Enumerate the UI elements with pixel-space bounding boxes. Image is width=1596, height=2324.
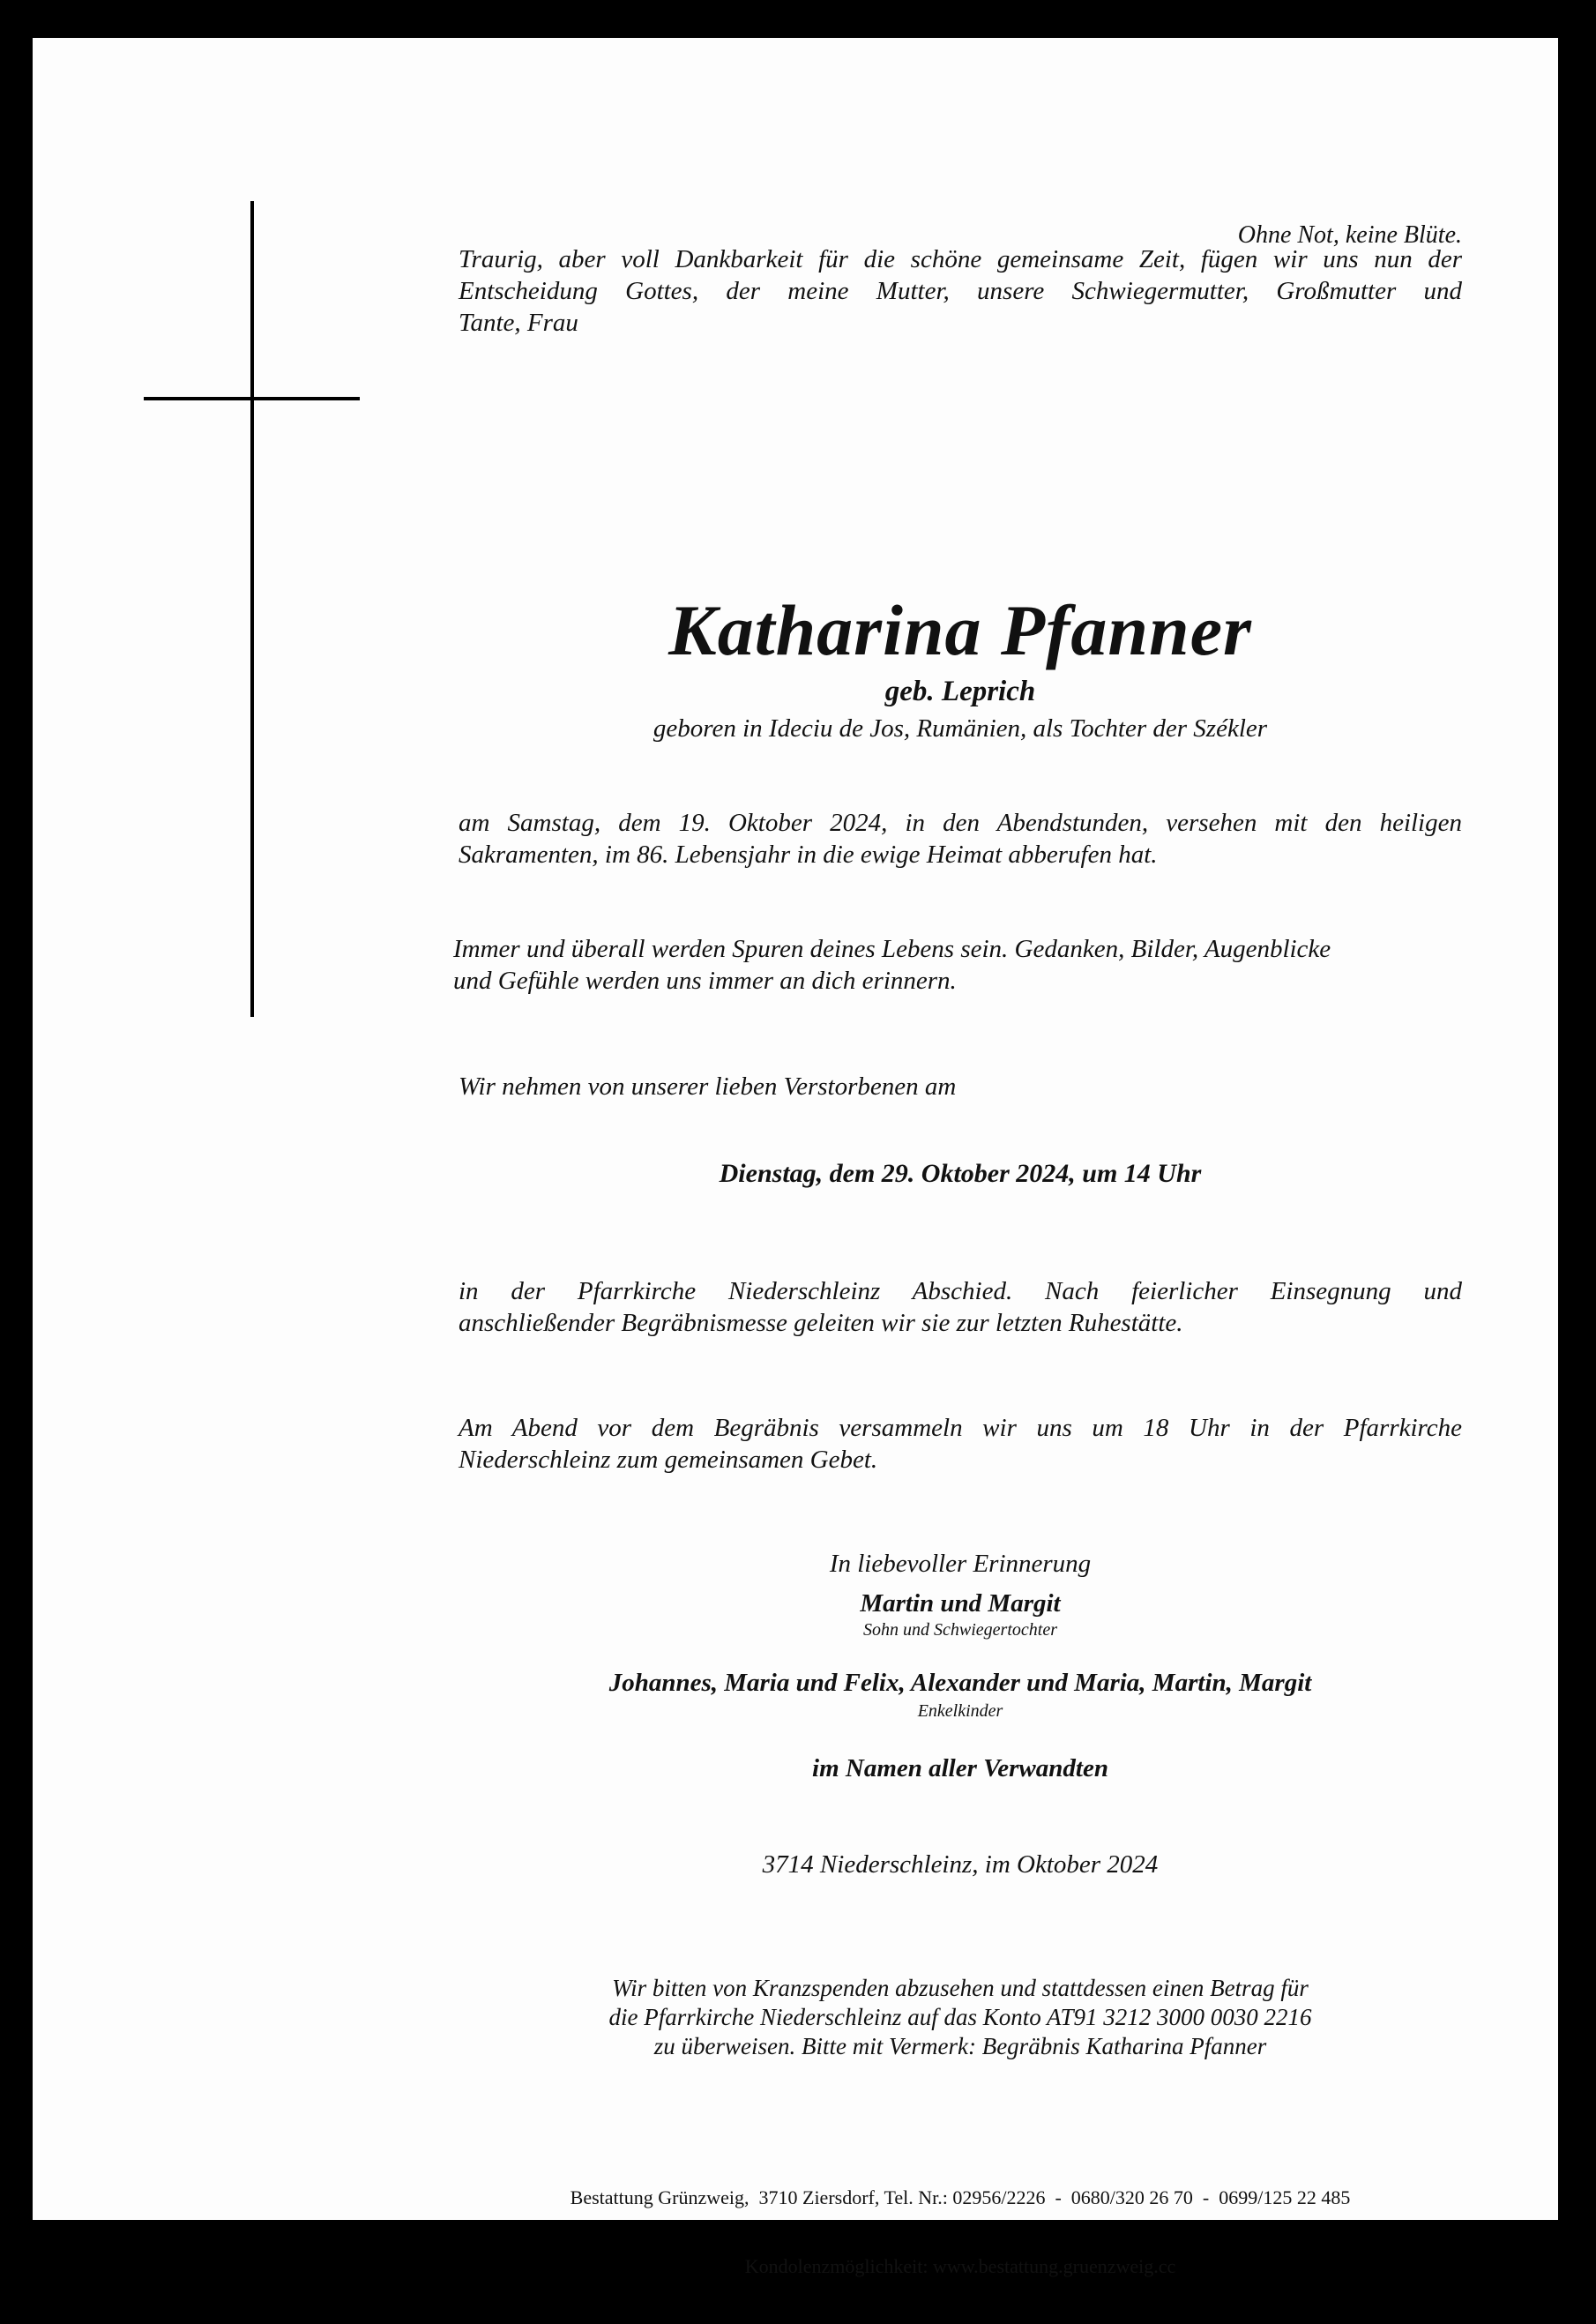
cross-icon-vertical-bar xyxy=(250,201,254,1017)
intro-line-2: Entscheidung Gottes, der meine Mutter, unsere Schwiegermutter, Großmutter und xyxy=(459,277,1462,305)
mourner-relation-2: Enkelkinder xyxy=(917,1701,1003,1721)
death-line-2: Sakramenten, im 86. Lebensjahr in die ewige Heimat abberufen hat. xyxy=(459,841,1158,869)
mourner-names-1: Martin und Margit xyxy=(860,1589,1061,1618)
farewell-line-2: anschließender Begräbnismesse geleiten wir sie zur letzten Ruhestätte. xyxy=(459,1309,1183,1337)
donation-notice xyxy=(459,1974,1462,2061)
mourner-relation-1: Sohn und Schwiegertochter xyxy=(863,1620,1057,1640)
deceased-name: Katharina Pfanner xyxy=(668,590,1252,670)
footer-contact-line: Bestattung Grünzweig, 3710 Ziersdorf, Tel. Nr.: 02956/2226 - 0680/320 26 70 - 0699/125 22 485 xyxy=(570,2186,1351,2208)
cross-icon-horizontal-bar xyxy=(144,397,360,400)
place-and-date: 3714 Niederschleinz, im Oktober 2024 xyxy=(762,1850,1159,1879)
death-paragraph xyxy=(459,807,1462,871)
memory-line-1: Immer und überall werden Spuren deines Lebens sein. Gedanken, Bilder, Augenblicke xyxy=(453,935,1331,963)
intro-line-3: Tante, Frau xyxy=(459,309,578,337)
prayer-paragraph xyxy=(459,1412,1462,1476)
farewell-paragraph xyxy=(459,1275,1462,1339)
footer-condolence-link[interactable]: Kondolenzmöglichkeit: www.bestattung.gruenzweig.cc xyxy=(744,2255,1176,2277)
farewell-intro: Wir nehmen von unserer lieben Verstorbenen am xyxy=(459,1072,957,1101)
intro-line-1: Traurig, aber voll Dankbarkeit für die schöne gemeinsame Zeit, fügen wir uns nun der xyxy=(459,245,1462,273)
death-line-1: am Samstag, dem 19. Oktober 2024, in den Abendstunden, versehen mit den heiligen xyxy=(459,809,1462,837)
donation-line-1: Wir bitten von Kranzspenden abzusehen und stattdessen einen Betrag für xyxy=(612,1975,1309,2001)
donation-line-2: die Pfarrkirche Niederschleinz auf das Konto AT91 3212 3000 0030 2216 xyxy=(608,2004,1312,2030)
maiden-name: geb. Leprich xyxy=(884,676,1036,707)
birth-origin: geboren in Ideciu de Jos, Rumänien, als Tochter der Székler xyxy=(653,714,1268,743)
memory-line-2: und Gefühle werden uns immer an dich erinnern. xyxy=(453,967,957,995)
prayer-line-2: Niederschleinz zum gemeinsamen Gebet. xyxy=(459,1446,878,1474)
mourner-names-2: Johannes, Maria und Felix, Alexander und Maria, Martin, Margit xyxy=(608,1669,1312,1697)
prayer-line-1: Am Abend vor dem Begräbnis versammeln wir uns um 18 Uhr in der Pfarrkirche xyxy=(459,1414,1462,1442)
farewell-line-1: in der Pfarrkirche Niederschleinz Abschied. Nach feierlicher Einsegnung und xyxy=(459,1277,1462,1305)
memory-paragraph xyxy=(453,933,1457,997)
mourners-heading: In liebevoller Erinnerung xyxy=(829,1550,1092,1578)
motto: Ohne Not, keine Blüte. xyxy=(1237,221,1462,249)
mourners-closing: im Namen aller Verwandten xyxy=(812,1754,1108,1782)
funeral-date: Dienstag, dem 29. Oktober 2024, um 14 Uhr xyxy=(719,1159,1202,1188)
funeral-home-footer xyxy=(459,2141,1462,2324)
donation-line-3: zu überweisen. Bitte mit Vermerk: Begräbnis Katharina Pfanner xyxy=(653,2033,1267,2059)
obituary-page xyxy=(33,38,1558,2277)
intro-paragraph xyxy=(459,243,1462,339)
